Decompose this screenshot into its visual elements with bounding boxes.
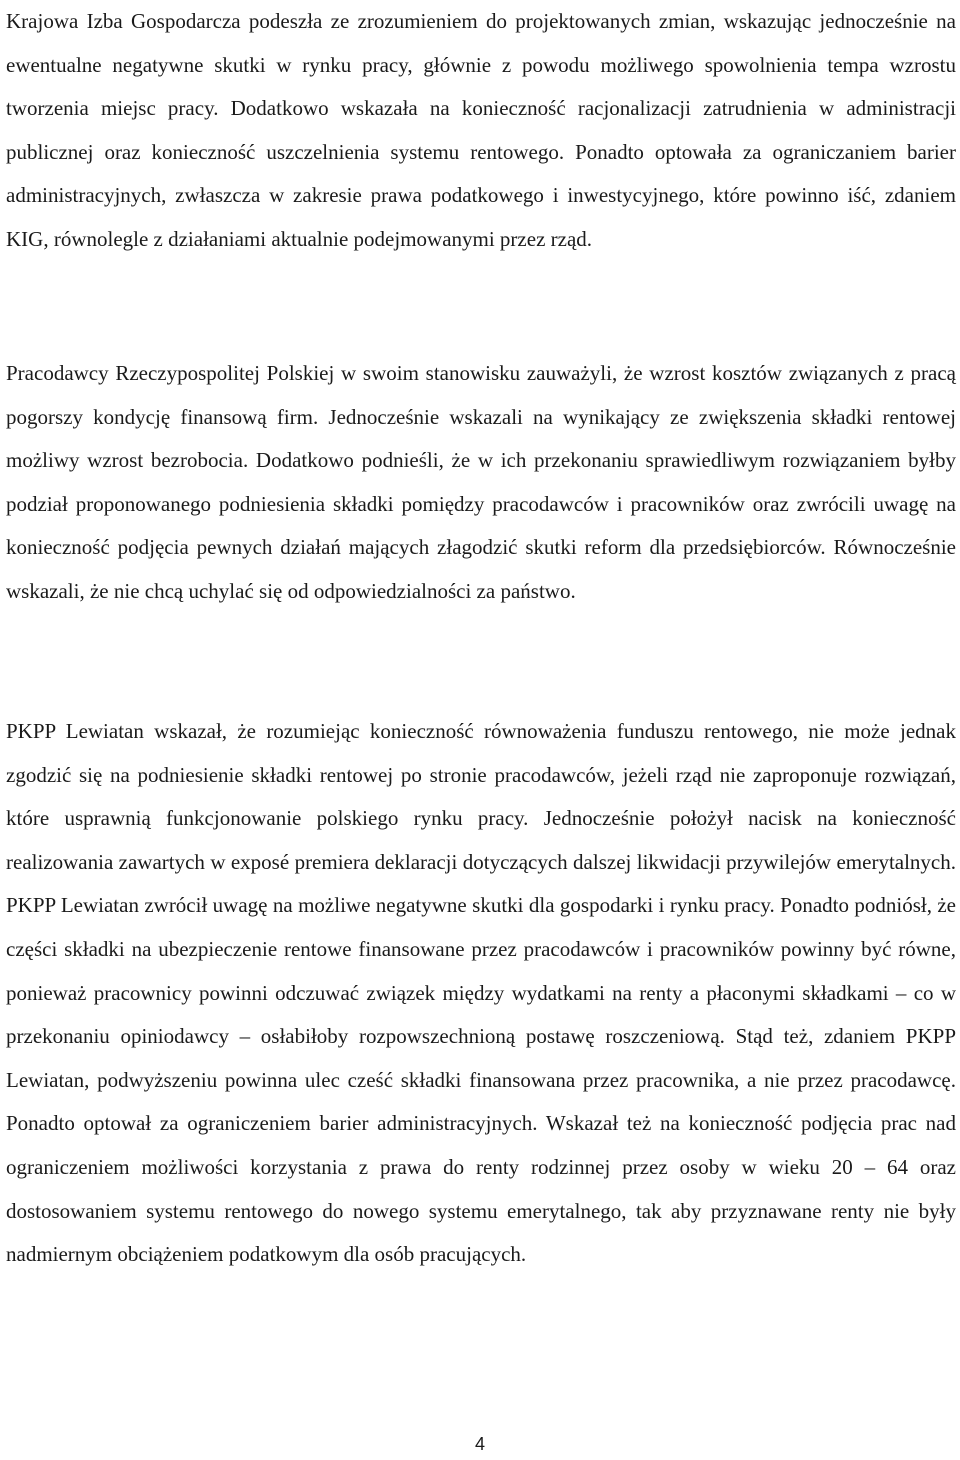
paragraph-pkpp-lewiatan: PKPP Lewiatan wskazał, że rozumiejąc konieczność równoważenia funduszu rentowego, nie może jednak zgodzić się na podniesienie składki rentowej po stronie pracodawców, jeżeli rząd nie zaproponuje rozwiązań, które usprawnią funkcjonowanie polskiego rynku pracy. Jednocześnie położył nacisk na konieczność realizowania zawartych w exposé premiera deklaracji dotyczących dalszej likwidacji przywilejów emerytalnych. PKPP Lewiatan zwrócił uwagę na możliwe negatywne skutki dla gospodarki i rynku pracy. Ponadto podniósł, że części składki na ubezpieczenie rentowe finansowane przez pracodawców i pracowników powinny być równe, ponieważ pracownicy powinni odczuwać związek między wydatkami na renty a płaconymi składkami – co w przekonaniu opiniodawcy – osłabiłoby rozpowszechnioną postawę roszczeniową. Stąd też, zdaniem PKPP Lewiatan, podwyższeniu powinna ulec cześć składki finansowana przez pracownika, a nie przez pracodawcę. Ponadto optował za ograniczeniem barier administracyjnych. Wskazał też na konieczność podjęcia prac nad ograniczeniem możliwości korzystania z prawa do renty rodzinnej przez osoby w wieku 20 – 64 oraz dostosowaniem systemu rentowego do nowego systemu emerytalnego, tak aby przyznawane renty nie były nadmiernym obciążeniem podatkowym dla osób pracujących. — [6, 719, 956, 1267]
page-number: 4 — [474, 1434, 485, 1454]
paragraph-pracodawcy-rp: Pracodawcy Rzeczypospolitej Polskiej w swoim stanowisku zauważyli, że wzrost kosztów związanych z pracą pogorszy kondycję finansową firm. Jednocześnie wskazali na wynikający ze zwiększenia składki rentowej możliwy wzrost bezrobocia. Dodatkowo podnieśli, że w ich przekonaniu sprawiedliwym rozwiązaniem byłby podział proponowanego podniesienia składki pomiędzy pracodawców i pracowników oraz zwrócili uwagę na konieczność podjęcia pewnych działań mających złagodzić skutki reform dla przedsiębiorców. Równocześnie wskazali, że nie chcą uchylać się od odpowiedzialności za państwo. — [6, 361, 956, 603]
paragraph-kig: Krajowa Izba Gospodarcza podeszła ze zrozumieniem do projektowanych zmian, wskazując jednocześnie na ewentualne negatywne skutki w rynku pracy, głównie z powodu możliwego spowolnienia tempa wzrostu tworzenia miejsc pracy. Dodatkowo wskazała na konieczność racjonalizacji zatrudnienia w administracji publicznej oraz konieczność uszczelnienia systemu rentowego. Ponadto optowała za ograniczaniem barier administracyjnych, zwłaszcza w zakresie prawa podatkowego i inwestycyjnego, które powinno iść, zdaniem KIG, równolegle z działaniami aktualnie podejmowanymi przez rząd. — [6, 9, 956, 251]
